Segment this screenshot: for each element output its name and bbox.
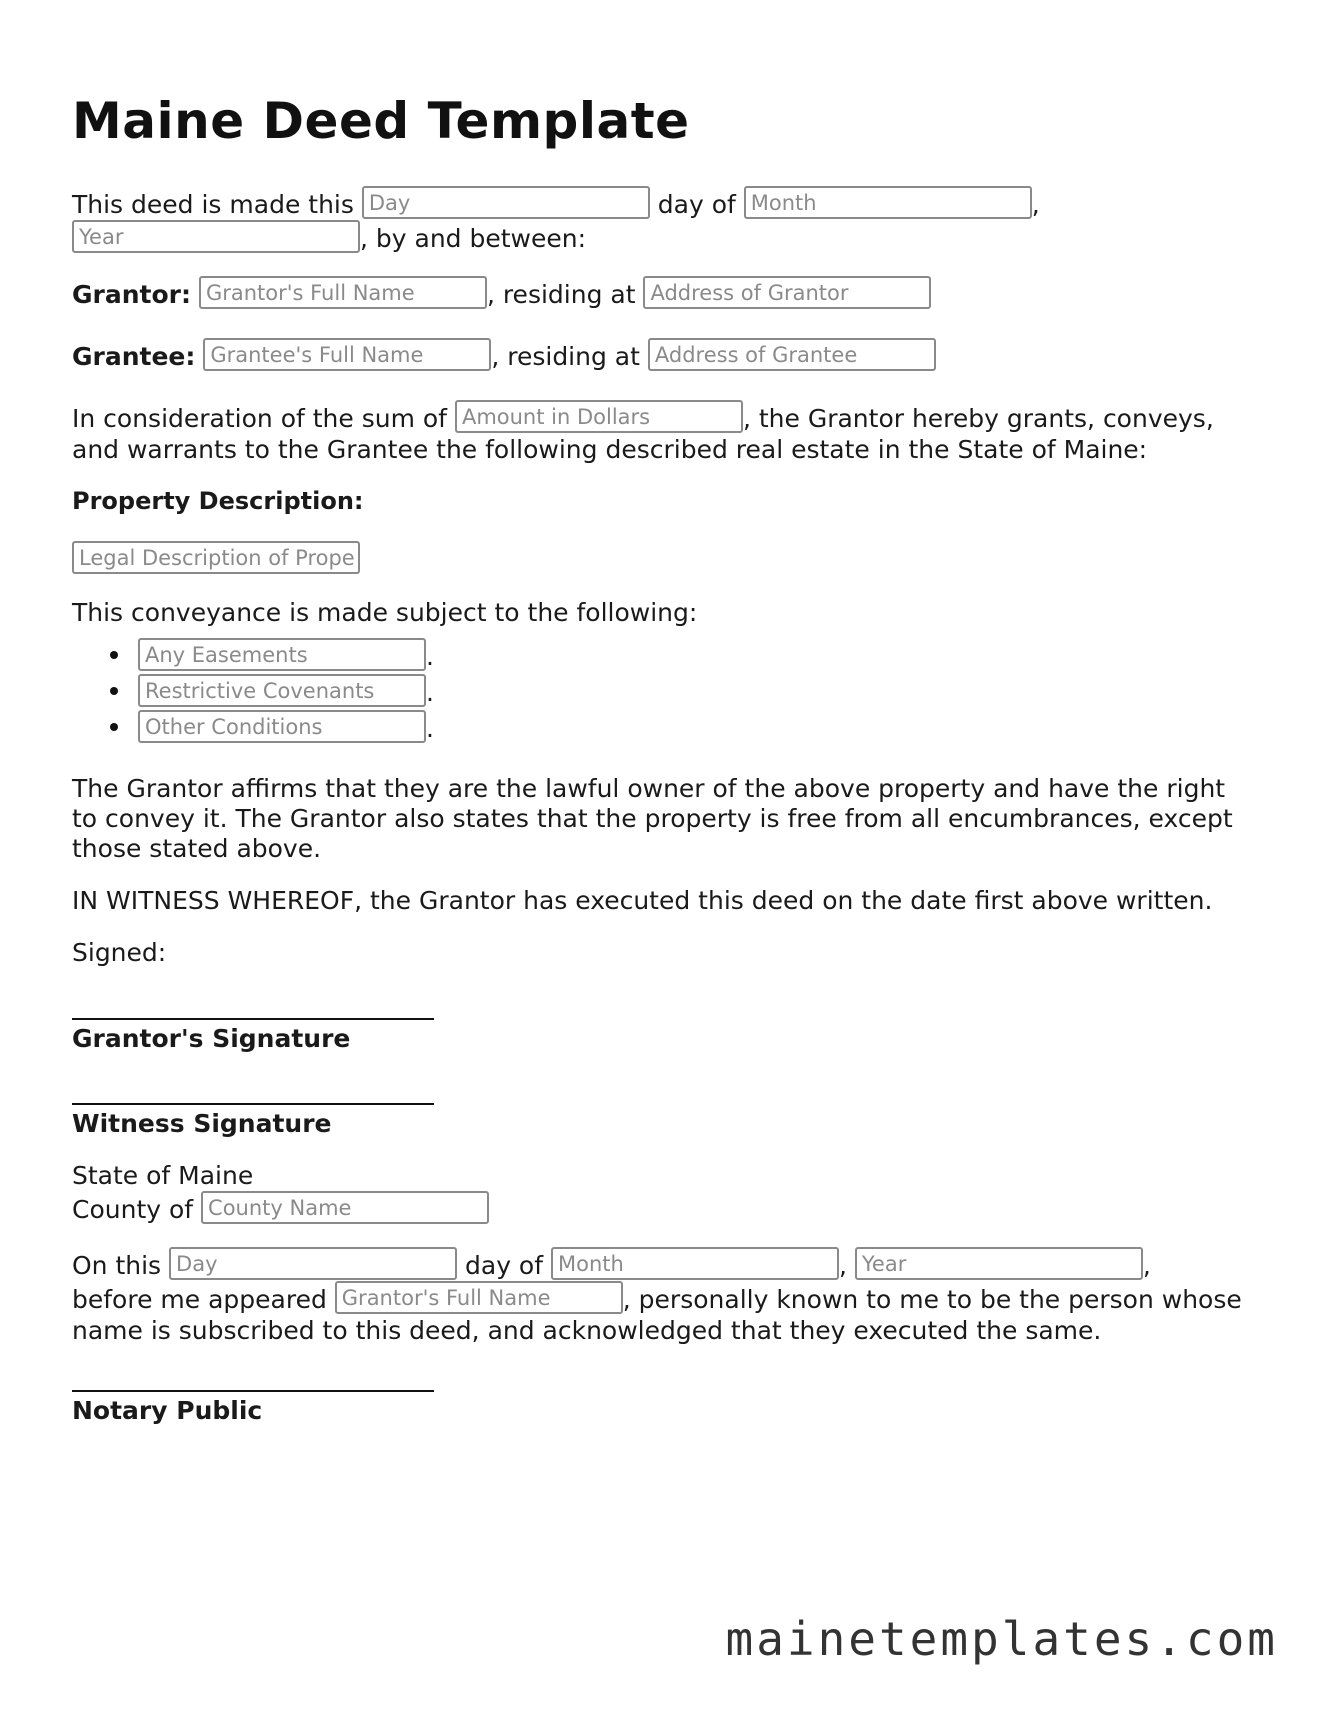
list-item — [138, 674, 1252, 710]
consideration-paragraph — [72, 400, 1252, 465]
signed-label: Signed: — [72, 938, 167, 967]
deed-year-input[interactable]: Year — [72, 220, 360, 253]
intro-day-of: day of — [657, 190, 736, 219]
list-item-period: . — [426, 714, 434, 743]
list-item-period: . — [426, 678, 434, 707]
grantor-residing-text: , residing at — [486, 280, 636, 309]
witness-clause: IN WITNESS WHEREOF, the Grantor has executed this deed on the date first above written. — [72, 886, 1213, 915]
conveyance-text: This conveyance is made subject to the following: — [72, 598, 698, 627]
on-this-text: On this — [72, 1251, 162, 1280]
notary-year-input[interactable]: Year — [855, 1247, 1143, 1280]
page-title: Maine Deed Template — [72, 92, 690, 150]
notary-state: State of Maine — [72, 1161, 254, 1190]
deed-day-input[interactable]: Day — [362, 186, 650, 219]
intro-prefix: This deed is made this — [72, 190, 354, 219]
other-conditions-input[interactable]: Other Conditions — [138, 710, 426, 743]
grantor-signature-line[interactable] — [72, 1018, 434, 1020]
grantee-name-input[interactable]: Grantee's Full Name — [203, 338, 491, 371]
easements-input[interactable]: Any Easements — [138, 638, 426, 671]
deed-month-input[interactable]: Month — [744, 186, 1032, 219]
notary-suffix: , personally known to me to be the person whose name is subscribed to this deed, and acknowledged that they executed the same. — [72, 1285, 1242, 1345]
grantor-line — [72, 276, 1252, 311]
grantor-signature-label: Grantor's Signature — [72, 1024, 351, 1053]
notary-signature-label: Notary Public — [72, 1396, 263, 1425]
notary-grantor-name-input[interactable]: Grantor's Full Name — [335, 1281, 623, 1314]
grantor-address-input[interactable]: Address of Grantor — [643, 276, 931, 309]
grantee-residing-text: , residing at — [491, 342, 640, 371]
consideration-prefix: In consideration of the sum of — [72, 404, 447, 433]
list-item-period: . — [426, 642, 434, 671]
witness-signature-line[interactable] — [72, 1103, 434, 1105]
consideration-suffix: , the Grantor hereby grants, conveys, and warrants to the Grantee the following described real estate in the State of Maine: — [72, 404, 1214, 464]
county-name-input[interactable]: County Name — [201, 1191, 489, 1224]
grantor-name-input[interactable]: Grantor's Full Name — [199, 276, 487, 309]
grantor-label: Grantor: — [72, 280, 191, 309]
notary-county-line — [72, 1191, 1252, 1225]
notary-acknowledgement — [72, 1247, 1252, 1346]
grantee-line — [72, 338, 1252, 373]
witness-signature-label: Witness Signature — [72, 1109, 332, 1138]
list-item — [138, 710, 1252, 746]
deed-document — [72, 92, 1252, 1425]
grantee-address-input[interactable]: Address of Grantee — [648, 338, 936, 371]
notary-comma-2: , — [1142, 1251, 1151, 1280]
county-prefix: County of — [72, 1195, 194, 1224]
list-item — [138, 638, 1252, 674]
notary-day-of: day of — [465, 1251, 544, 1280]
conditions-list — [72, 638, 1252, 746]
covenants-input[interactable]: Restrictive Covenants — [138, 674, 426, 707]
affirmation-paragraph: The Grantor affirms that they are the lawful owner of the above property and have the right to convey it. The Grantor also states that the property is free from all encumbrances, except those stated above. — [72, 774, 1233, 863]
notary-day-input[interactable]: Day — [169, 1247, 457, 1280]
amount-input[interactable]: Amount in Dollars — [455, 400, 743, 433]
property-heading: Property Description: — [72, 487, 364, 515]
intro-suffix: , by and between: — [360, 224, 587, 253]
intro-comma: , — [1031, 190, 1040, 219]
legal-description-input[interactable]: Legal Description of Prope — [72, 541, 360, 574]
notary-month-input[interactable]: Month — [551, 1247, 839, 1280]
property-description-row — [72, 541, 1252, 575]
appeared-text: before me appeared — [72, 1285, 327, 1314]
notary-comma: , — [838, 1251, 847, 1280]
notary-signature-line[interactable] — [72, 1390, 434, 1392]
grantee-label: Grantee: — [72, 342, 196, 371]
intro-paragraph — [72, 186, 1252, 254]
site-watermark: mainetemplates.com — [725, 1612, 1278, 1666]
